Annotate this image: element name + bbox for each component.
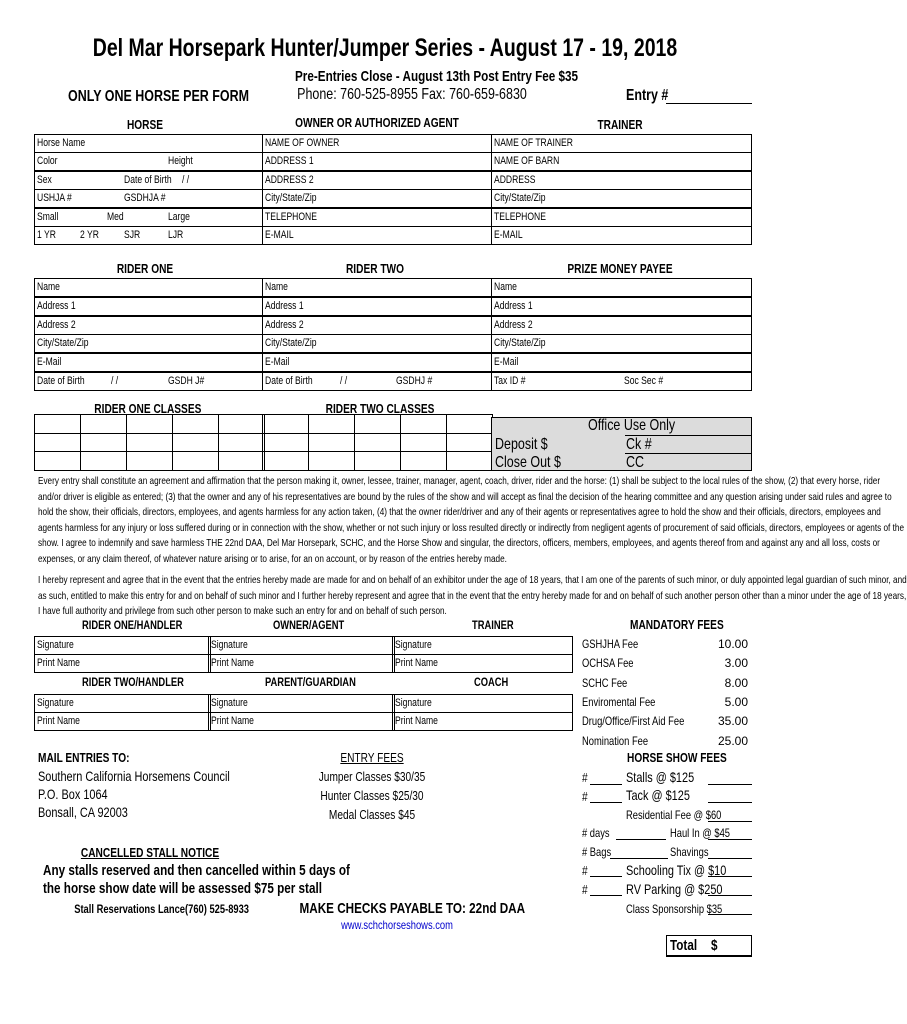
tack-amount-field[interactable] [708,802,752,803]
parent-guardian-heading: PARENT/GUARDIAN [265,675,356,689]
mail-entries-heading: MAIL ENTRIES TO: [38,750,130,765]
age-2yr[interactable]: 2 YR [80,229,99,241]
mandatory-fee-label: Drug/Office/First Aid Fee [582,714,685,729]
class-cell[interactable] [80,433,127,453]
rider-two-classes-heading: RIDER TWO CLASSES [325,401,435,416]
stalls-qty-field[interactable] [590,784,622,785]
trainer-heading: TRAINER [597,117,643,132]
prize-money-heading: PRIZE MONEY PAYEE [567,261,673,276]
signature-field[interactable] [208,694,395,713]
mandatory-fee-label: OCHSA Fee [582,656,634,671]
mandatory-fees-heading: MANDATORY FEES [630,617,724,632]
owner-heading: OWNER OR AUTHORIZED AGENT [295,115,459,130]
payee-field-row[interactable] [491,372,752,391]
class-cell[interactable] [262,433,309,453]
rider-two-field-row[interactable] [262,372,492,391]
class-cell[interactable] [126,433,173,453]
minor-line: as such, entitled to make this entry for and on behalf of such minor and I further hereby represent and agree that in the event that the entry hereby made for and on behalf of such another person other than a minor under the age of 18 years, [38,589,907,602]
signature-field-label: Print Name [395,715,438,727]
cancelled-stall-line-2: the horse show date will be assessed $75 per stall [43,880,322,897]
website-link[interactable]: www.schchorseshows.com [341,918,453,932]
mandatory-fee-label: Enviromental Fee [582,694,656,709]
stalls-hash: # [582,770,588,785]
trainer-sig-heading: TRAINER [472,618,514,632]
horse-size-row[interactable] [34,208,263,227]
signature-field-label: Signature [211,697,248,709]
owner-field-label: City/State/Zip [265,192,317,204]
class-sponsorship-label: Class Sponsorship $35 [626,902,723,916]
class-cell[interactable] [34,414,81,434]
class-cell[interactable] [308,433,355,453]
coach-heading: COACH [474,675,509,689]
rider-two-field-label: E-Mail [265,356,290,368]
medal-classes-fee: Medal Classes $45 [328,807,416,822]
owner-field-label: TELEPHONE [265,211,317,223]
stall-reservations-contact: Stall Reservations Lance(760) 525-8933 [74,902,250,916]
haul-amount-field[interactable] [708,839,752,840]
office-use-title: Office Use Only [588,417,676,434]
trainer-field-label: City/State/Zip [494,192,546,204]
agreement-line: Every entry shall constitute an agreement and affirmation that the person making it, owner, lessee, trainer, manager, agent, coach, driver, rider and the horse: (1) shall be subject to the local rules of the show, (2) that every horse, rider [38,475,881,487]
rider-one-field-label: Address 2 [37,319,76,331]
minor-line: I have full authority and privilege from such other person to make such an entry for and on behalf of such person. [38,605,447,617]
days-field[interactable] [616,839,666,840]
rv-parking-label: RV Parking @ $250 [626,881,723,897]
agreement-line: and/or driver is eligible as entered; (3) that the owner and any of his representatives are bound by the rules of the show and will accept as final the decision of the hearing committee and any question arising under said rules and agree to [38,490,892,503]
payee-field-label: Address 1 [494,300,533,312]
haul-in-label: Haul In @ $45 [670,826,730,840]
signature-field-label: Print Name [37,657,80,669]
rider-one-heading: RIDER ONE [116,261,174,276]
days-label: # days [582,826,610,840]
rider-one-field-label: E-Mail [37,356,62,368]
rider-two-field-label: Address 2 [265,319,304,331]
class-cell[interactable] [126,451,173,471]
trainer-field-label: NAME OF BARN [494,155,560,167]
owner-field-label: ADDRESS 1 [265,155,314,167]
trainer-field-label: TELEPHONE [494,211,546,223]
class-cell[interactable] [262,414,309,434]
payee-field-row[interactable] [491,278,752,297]
rider-two-field-row[interactable] [262,334,492,353]
mandatory-fee-label: SCHC Fee [582,675,628,690]
signature-field[interactable] [392,654,573,673]
class-cell[interactable] [218,433,265,453]
mail-address-line-2: P.O. Box 1064 [38,786,108,802]
mandatory-fee-label: Nomination Fee [582,733,649,748]
class-cell[interactable] [354,451,401,471]
signature-field-label: Signature [37,697,74,709]
rider-two-field-row[interactable] [262,353,492,372]
signature-field[interactable] [208,636,395,655]
payee-field-row[interactable] [491,353,752,372]
size-large[interactable]: Large [168,211,190,223]
rider-two-handler-heading: RIDER TWO/HANDLER [82,675,184,689]
cancelled-stall-heading: CANCELLED STALL NOTICE [80,845,220,860]
signature-field-label: Print Name [211,657,254,669]
rider-one-field-label: Address 1 [37,300,76,312]
signature-field[interactable] [34,694,211,713]
hunter-classes-fee: Hunter Classes $25/30 [320,788,424,803]
trainer-field-label: E-MAIL [494,229,523,241]
class-cell[interactable] [172,451,219,471]
class-cell[interactable] [34,433,81,453]
mandatory-fee-amount: 8.00 [724,675,748,690]
payee-field-label: Name [494,281,517,293]
entry-number-field[interactable] [666,103,752,104]
owner-field-row[interactable] [262,134,492,153]
owner-field-label: E-MAIL [265,229,294,241]
rider-one-field-row[interactable] [34,372,263,391]
rider-one-handler-heading: RIDER ONE/HANDLER [82,618,183,632]
signature-field[interactable] [208,654,395,673]
rider-one-field-label: Name [37,281,60,293]
horse-dob-label: Date of Birth [124,174,172,186]
signature-field[interactable] [34,712,211,731]
horse-name-row[interactable] [34,134,263,153]
rider-one-field-row[interactable] [34,334,263,353]
rider-one-dob-slashes: / / [111,375,119,387]
payee-field-label: City/State/Zip [494,337,546,349]
signature-field-label: Print Name [395,657,438,669]
residential-fee-label: Residential Fee @ $60 [626,808,722,822]
horse-heading: HORSE [126,117,164,132]
payee-field-row[interactable] [491,316,752,335]
class-cell[interactable] [308,451,355,471]
rv-amount-field[interactable] [708,895,752,896]
owner-field-label: ADDRESS 2 [265,174,314,186]
mandatory-fee-amount: 10.00 [717,637,748,651]
class-cell[interactable] [218,451,265,471]
class-cell[interactable] [80,414,127,434]
rider-two-field-row[interactable] [262,297,492,316]
make-checks-payable: MAKE CHECKS PAYABLE TO: 22nd DAA [299,900,526,917]
horse-dob-slashes: / / [182,174,190,186]
schooling-hash: # [582,863,588,878]
rider-two-field-row[interactable] [262,278,492,297]
schooling-amount-field[interactable] [708,876,752,877]
class-cell[interactable] [126,414,173,434]
signature-field-label: Signature [37,639,74,651]
total-label: Total [670,937,698,954]
class-cell[interactable] [446,433,493,453]
rider-two-dob-slashes: / / [340,375,348,387]
mandatory-fee-amount: 3.00 [724,656,748,671]
mandatory-fee-label: GSHJHA Fee [582,637,639,651]
jumper-classes-fee: Jumper Classes $30/35 [318,769,426,784]
owner-field-row[interactable] [262,208,492,227]
entry-number-label: Entry # [626,87,669,104]
class-cell[interactable] [400,451,447,471]
trainer-field-row[interactable] [491,208,752,227]
age-sjr[interactable]: SJR [124,229,141,241]
rider-two-field-row[interactable] [262,316,492,335]
rider-two-field-label: Date of Birth [265,375,313,387]
signature-field-label: Signature [211,639,248,651]
rider-one-gsdh-label: GSDH J# [168,375,205,387]
stalls-amount-field[interactable] [708,784,752,785]
rider-one-field-row[interactable] [34,353,263,372]
class-cell[interactable] [400,433,447,453]
owner-agent-heading: OWNER/AGENT [273,618,345,632]
signature-field[interactable] [208,712,395,731]
rv-qty-field[interactable] [590,895,622,896]
trainer-field-row[interactable] [491,189,752,208]
entry-fees-heading: ENTRY FEES [340,750,404,765]
class-cell[interactable] [172,433,219,453]
signature-field[interactable] [392,694,573,713]
horse-color-row[interactable] [34,152,263,171]
trainer-field-row[interactable] [491,134,752,153]
office-use-box [491,417,752,471]
tack-hash: # [582,789,588,804]
rider-one-classes-heading: RIDER ONE CLASSES [94,401,202,416]
tack-label: Tack @ $125 [626,787,690,803]
owner-field-row[interactable] [262,171,492,190]
only-one-horse-notice: ONLY ONE HORSE PER FORM [68,88,249,105]
horse-show-fees-heading: HORSE SHOW FEES [627,750,727,765]
total-box[interactable] [666,935,752,957]
horse-name-label: Horse Name [37,137,86,149]
signature-field[interactable] [392,636,573,655]
trainer-field-row[interactable] [491,152,752,171]
class-cell[interactable] [80,451,127,471]
payee-field-label: Tax ID # [494,375,526,387]
class-cell[interactable] [354,433,401,453]
agreement-line: show. I agree to indemnify and save harmless THE 22nd DAA, Del Mar Horsepark, SCHC, and the Horse Show and singular, the directors, officers, members, employees, and agents thereof from and against any and all loss, costs or [38,537,880,549]
rv-hash: # [582,882,588,897]
signature-field-label: Print Name [37,715,80,727]
trainer-field-label: NAME OF TRAINER [494,137,573,149]
residential-amount-field[interactable] [708,821,752,822]
owner-field-label: NAME OF OWNER [265,137,340,149]
shavings-label: Shavings [670,845,709,859]
rider-one-field-row[interactable] [34,316,263,335]
signature-field[interactable] [392,712,573,731]
size-med[interactable]: Med [107,211,124,223]
payee-field-label: Address 2 [494,319,533,331]
sex-label: Sex [37,174,52,186]
mail-address-line-3: Bonsall, CA 92003 [38,804,128,820]
rider-one-field-row[interactable] [34,278,263,297]
height-label: Height [168,155,193,167]
payee-field-row[interactable] [491,297,752,316]
minor-line: I hereby represent and agree that in the event that the entries hereby made are made for and on behalf of an exhibitor under the age of 18 years, that I am one of the parents of such minor, or duly appointed legal guardian of such minor, and [38,574,907,586]
rider-one-field-label: Date of Birth [37,375,85,387]
rider-one-field-row[interactable] [34,297,263,316]
owner-field-row[interactable] [262,226,492,245]
mail-address-line-1: Southern California Horsemens Council [38,768,230,784]
class-cell[interactable] [446,451,493,471]
class-cell[interactable] [34,451,81,471]
agreement-line: expenses, or any claim thereof, of whatever nature arising or to arise, for an on account, or by reason of the entries hereby made. [38,552,507,565]
mandatory-fee-amount: 5.00 [724,694,748,709]
deposit-label: Deposit $ [495,436,548,453]
class-cell[interactable] [354,414,401,434]
signature-field-label: Print Name [211,715,254,727]
schooling-qty-field[interactable] [590,876,622,877]
age-1yr[interactable]: 1 YR [37,229,56,241]
age-ljr[interactable]: LJR [168,229,184,241]
close-out-label: Close Out $ [495,454,561,471]
sponsorship-amount-field[interactable] [708,914,752,915]
agreement-line: agents harmless for any injury or loss suffered during or in connection with the show, whether or not such injury or loss resulted directly or indirectly from negligent agents of procurement of said officials, directors, employees or agents of the [38,521,905,534]
rider-one-field-label: City/State/Zip [37,337,89,349]
cancelled-stall-line-1: Any stalls reserved and then cancelled within 5 days of [43,862,350,879]
trainer-field-label: ADDRESS [494,174,536,186]
trainer-field-row[interactable] [491,226,752,245]
size-small[interactable]: Small [37,211,59,223]
class-cell[interactable] [308,414,355,434]
ushja-label: USHJA # [37,192,72,204]
payee-field-row[interactable] [491,334,752,353]
stalls-label: Stalls @ $125 [626,769,695,785]
rider-two-field-label: Address 1 [265,300,304,312]
owner-field-row[interactable] [262,152,492,171]
page-title: Del Mar Horsepark Hunter/Jumper Series - August 17 - 19, 2018 [92,34,678,62]
payee-field-label: E-Mail [494,356,519,368]
signature-field[interactable] [34,654,211,673]
signature-field[interactable] [34,636,211,655]
class-cell[interactable] [400,414,447,434]
trainer-field-row[interactable] [491,171,752,190]
color-label: Color [37,155,58,167]
mandatory-fee-amount: 35.00 [717,714,748,729]
bags-field[interactable] [610,858,668,859]
total-dollar: $ [711,937,718,954]
rider-two-field-label: City/State/Zip [265,337,317,349]
class-cell[interactable] [446,414,493,434]
class-cell[interactable] [172,414,219,434]
soc-sec-label: Soc Sec # [624,375,664,387]
rider-two-gsdh-label: GSDHJ # [396,375,433,387]
tack-qty-field[interactable] [590,802,622,803]
horse-sex-row[interactable] [34,171,263,190]
signature-field-label: Signature [395,639,432,651]
rider-two-field-label: Name [265,281,288,293]
horse-ushja-row[interactable] [34,189,263,208]
mandatory-fee-amount: 25.00 [717,733,748,748]
shavings-amount-field[interactable] [708,858,752,859]
owner-field-row[interactable] [262,189,492,208]
pre-entries-notice: Pre-Entries Close - August 13th Post Entry Fee $35 [295,68,579,85]
cc-label: CC [626,454,645,471]
horse-age-row[interactable] [34,226,263,245]
ck-label: Ck # [626,436,652,453]
class-cell[interactable] [262,451,309,471]
bags-label: # Bags [582,845,612,859]
gsdhja-label: GSDHJA # [124,192,166,204]
class-cell[interactable] [218,414,265,434]
agreement-line: hold the show, their officials, directors, employees, and agents harmless for any action taken, (4) that the owner rider/driver and any of their agents or representatives agree to hold the show and their officials, directors, employees and [38,506,881,518]
signature-field-label: Signature [395,697,432,709]
rider-two-heading: RIDER TWO [345,261,405,276]
phone-fax: Phone: 760-525-8955 Fax: 760-659-6830 [297,86,527,103]
schooling-label: Schooling Tix @ $10 [626,862,727,878]
